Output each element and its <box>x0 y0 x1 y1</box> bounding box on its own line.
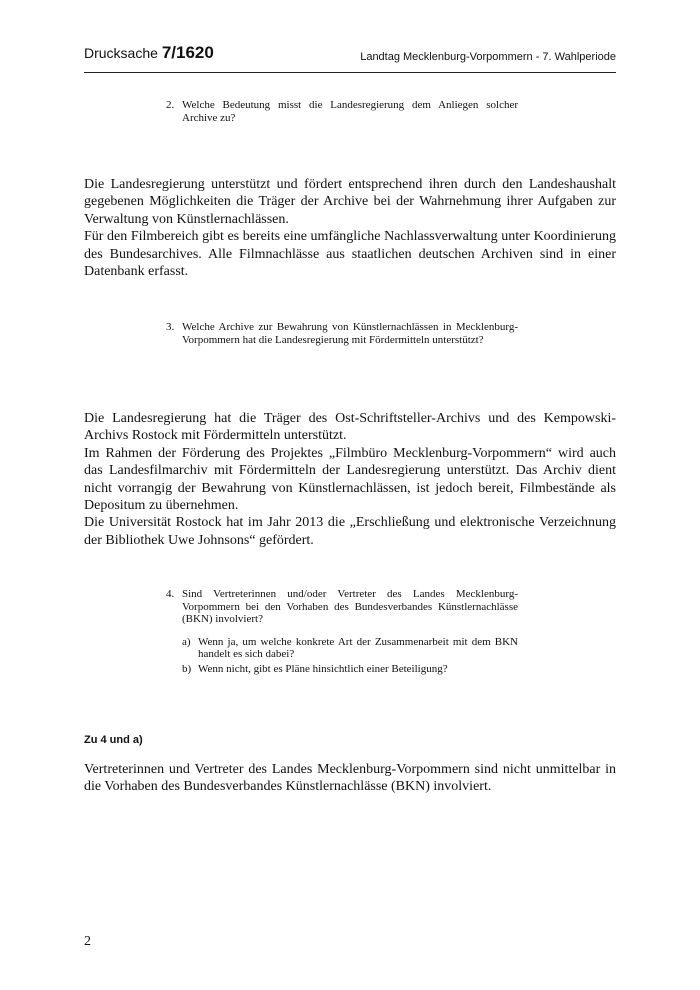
document-number: 7/1620 <box>161 43 214 62</box>
answer-paragraph: Die Landesregierung hat die Träger des Ost-Schriftsteller-Archivs und des Kempowski-Archivs Rostock mit Fördermitteln unterstützt. <box>84 411 616 444</box>
question-number: 4. <box>166 588 175 600</box>
answer-paragraph: Für den Filmbereich gibt es bereits eine umfängliche Nachlassverwaltung unter Koordinierung des Bundesarchives. Alle Filmnachlässe aus staatlichen deutschen Archiven sind in einer Datenbank erfasst. <box>84 229 616 280</box>
sub-question-text: Wenn nicht, gibt es Pläne hinsichtlich einer Beteiligung? <box>198 662 448 675</box>
answer-paragraph: Die Universität Rostock hat im Jahr 2013 die „Erschließung und elektronische Verzeichnung der Bibliothek Uwe Johnsons“ gefördert. <box>84 515 616 548</box>
answer-4 <box>84 761 616 796</box>
sub-question-b <box>182 663 518 676</box>
answer-3 <box>84 410 616 549</box>
answer-paragraph: Vertreterinnen und Vertreter des Landes Mecklenburg-Vorpommern sind nicht unmittelbar in die Vorhaben des Bundesverbandes Künstlernachlässe (BKN) involviert. <box>84 762 616 795</box>
answer-2 <box>84 176 616 280</box>
document-id <box>84 43 214 63</box>
question-text: Sind Vertreterinnen und/oder Vertreter des Landes Mecklenburg-Vorpommern bei den Vorhaben des Bundesverbandes Künstlernachlässe (BKN) involviert? <box>182 588 518 625</box>
sub-question-letter: a) <box>182 635 191 648</box>
question-number: 2. <box>166 99 175 111</box>
sub-question-letter: b) <box>182 662 192 675</box>
answer-paragraph: Im Rahmen der Förderung des Projektes „Filmbüro Mecklenburg-Vorpommern“ wird auch das Landesfilmarchiv mit Fördermitteln der Landesregierung unterstützt. Das Archiv dient nicht vorrangig der Bewahrung von Künstlernachlässen, ist jedoch bereit, Filmbestände als Depositum zu übernehmen. <box>84 445 616 514</box>
page-header <box>84 42 616 73</box>
section-heading: Zu 4 und a) <box>84 734 143 746</box>
sub-question-text: Wenn ja, um welche konkrete Art der Zusammenarbeit mit dem BKN handelt es sich dabei? <box>198 635 518 660</box>
document-label: Drucksache <box>84 45 158 61</box>
question-text: Welche Archive zur Bewahrung von Künstlernachlässen in Mecklenburg-Vorpommern hat die Landesregierung mit Fördermitteln unterstützt? <box>182 321 518 346</box>
question-3 <box>166 321 518 346</box>
sub-question-a <box>182 636 518 661</box>
question-4 <box>166 588 518 675</box>
question-text: Welche Bedeutung misst die Landesregierung dem Anliegen solcher Archive zu? <box>182 99 518 124</box>
question-2 <box>166 99 518 124</box>
answer-paragraph: Die Landesregierung unterstützt und fördert entsprechend ihren durch den Landeshaushalt gegebenen Möglichkeiten die Träger der Archive bei der Wahrnehmung ihrer Aufgaben zur Verwaltung von Künstlernachlässen. <box>84 177 616 227</box>
institution-label: Landtag Mecklenburg-Vorpommern - 7. Wahlperiode <box>360 51 616 63</box>
question-number: 3. <box>166 321 175 333</box>
page-number: 2 <box>84 934 91 949</box>
